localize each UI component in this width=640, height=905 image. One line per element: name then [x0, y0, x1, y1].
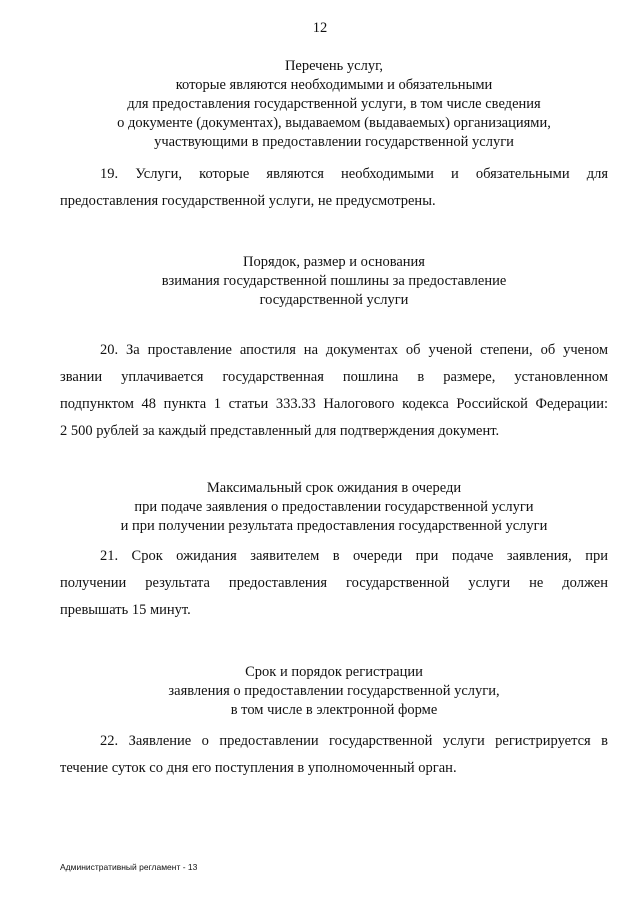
- heading-line: участвующими в предоставлении государственной услуги: [154, 134, 514, 150]
- paragraph-22: [60, 728, 608, 782]
- heading-line: государственной услуги: [259, 292, 409, 308]
- heading-line: Срок и порядок регистрации: [245, 664, 423, 680]
- paragraph-19: [60, 161, 608, 215]
- paragraph-line: 20. За проставление апостиля на документах об ученой степени, об ученом: [100, 342, 608, 358]
- heading-line: о документе (документах), выдаваемом (выдаваемых) организациями,: [117, 115, 551, 131]
- paragraph-line: превышать 15 минут.: [60, 602, 191, 618]
- paragraph-line: течение суток со дня его поступления в уполномоченный орган.: [60, 760, 457, 776]
- paragraph-line: предоставления государственной услуги, не предусмотрены.: [60, 193, 436, 209]
- paragraph-line: 2 500 рублей за каждый представленный для подтверждения документ.: [60, 423, 500, 439]
- section-heading-queue-time: [60, 479, 608, 536]
- heading-line: заявления о предоставлении государственной услуги,: [168, 683, 500, 699]
- paragraph-line: звании уплачивается государственная пошлина в размере, установленном: [60, 369, 608, 385]
- paragraph-line: получении результата предоставления государственной услуги не должен: [60, 575, 608, 591]
- heading-line: Порядок, размер и основания: [243, 254, 425, 270]
- heading-line: которые являются необходимыми и обязательными: [175, 77, 493, 93]
- page-number: 12: [312, 20, 328, 36]
- paragraph-line: 22. Заявление о предоставлении государственной услуги регистрируется в: [100, 733, 608, 749]
- heading-line: в том числе в электронной форме: [230, 702, 438, 718]
- section-heading-registration: [60, 663, 608, 720]
- heading-line: для предоставления государственной услуги, в том числе сведения: [127, 96, 541, 112]
- heading-line: Перечень услуг,: [284, 58, 384, 74]
- heading-line: Максимальный срок ожидания в очереди: [206, 480, 462, 496]
- heading-line: и при получении результата предоставления государственной услуги: [120, 518, 548, 534]
- paragraph-line: 21. Срок ожидания заявителем в очереди при подаче заявления, при: [100, 548, 608, 564]
- paragraph-line: 19. Услуги, которые являются необходимыми и обязательными для: [100, 166, 608, 182]
- heading-line: при подаче заявления о предоставлении государственной услуги: [134, 499, 534, 515]
- paragraph-line: подпунктом 48 пункта 1 статьи 333.33 Налогового кодекса Российской Федерации:: [60, 396, 608, 412]
- heading-line: взимания государственной пошлины за предоставление: [161, 273, 507, 289]
- section-heading-state-fee: [60, 253, 608, 310]
- paragraph-20: [60, 337, 608, 445]
- paragraph-21: [60, 543, 608, 624]
- section-heading-services: [60, 57, 608, 152]
- page-footer: Административный регламент - 13: [60, 862, 198, 872]
